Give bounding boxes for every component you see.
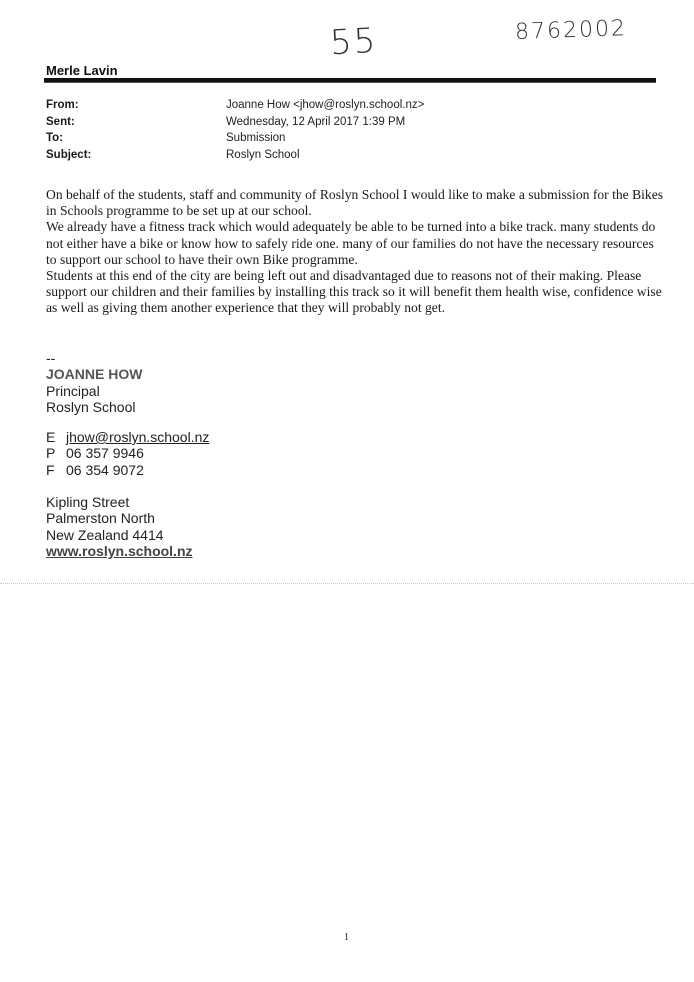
subject-row xyxy=(46,147,424,164)
website-link[interactable]: www.roslyn.school.nz xyxy=(46,542,193,559)
phone-number: 06 357 9946 xyxy=(66,445,144,462)
to-value: Submission xyxy=(226,132,286,144)
address-block xyxy=(46,494,193,559)
phone-label: P xyxy=(46,445,56,462)
address-city: Palmerston North xyxy=(46,510,155,527)
address-country: New Zealand 4414 xyxy=(46,526,164,543)
fax-row xyxy=(46,462,209,478)
footer-page-number: 1 xyxy=(344,932,349,943)
sent-label: Sent: xyxy=(46,115,75,128)
email-signature xyxy=(46,350,142,415)
signature-organization: Roslyn School xyxy=(46,398,136,415)
body-paragraph: Students at this end of the city are being left out and disadvantaged due to reasons not of their making. Please support our children and their families by installing this track so it will benefit them health wise, confidence wise as well as giving them another experience that they will probably not get. xyxy=(46,268,662,316)
fax-label: F xyxy=(46,461,55,478)
email-row xyxy=(46,429,209,445)
email-body xyxy=(46,187,666,317)
from-row xyxy=(46,97,424,114)
signature-separator: -- xyxy=(46,350,56,366)
body-paragraph: We already have a fitness track which would adequately be able to be turned into a bike track. many students do not either have a bike or know how to safely ride one. many of our families do not have the necessary resources to support our school to have their own Bike programme. xyxy=(46,219,656,267)
signature-title: Principal xyxy=(46,382,100,399)
body-paragraph: On behalf of the students, staff and community of Roslyn School I would like to make a submission for the Bikes in Schools programme to be set up at our school. xyxy=(46,187,664,219)
signature-name: JOANNE HOW xyxy=(46,366,143,383)
sent-value: Wednesday, 12 April 2017 1:39 PM xyxy=(226,115,406,128)
handwritten-reference-number: 8762002 xyxy=(514,16,628,45)
handwritten-page-number: 55 xyxy=(328,20,379,64)
address-street: Kipling Street xyxy=(46,494,130,510)
email-metadata xyxy=(46,97,424,163)
email-label: E xyxy=(46,429,56,445)
email-link[interactable]: jhow@roslyn.school.nz xyxy=(66,429,210,445)
phone-row xyxy=(46,445,209,461)
subject-label: Subject: xyxy=(46,148,92,161)
from-label: From: xyxy=(46,99,79,111)
header-divider xyxy=(44,78,656,83)
to-row xyxy=(46,130,424,147)
contact-block xyxy=(46,429,209,478)
mailbox-owner-name: Merle Lavin xyxy=(46,63,118,78)
sent-row xyxy=(46,114,424,131)
to-label: To: xyxy=(46,132,64,144)
scan-artifact-line xyxy=(0,583,694,584)
from-value: Joanne How <jhow@roslyn.school.nz> xyxy=(226,99,425,111)
fax-number: 06 354 9072 xyxy=(66,461,144,478)
subject-value: Roslyn School xyxy=(226,148,300,161)
